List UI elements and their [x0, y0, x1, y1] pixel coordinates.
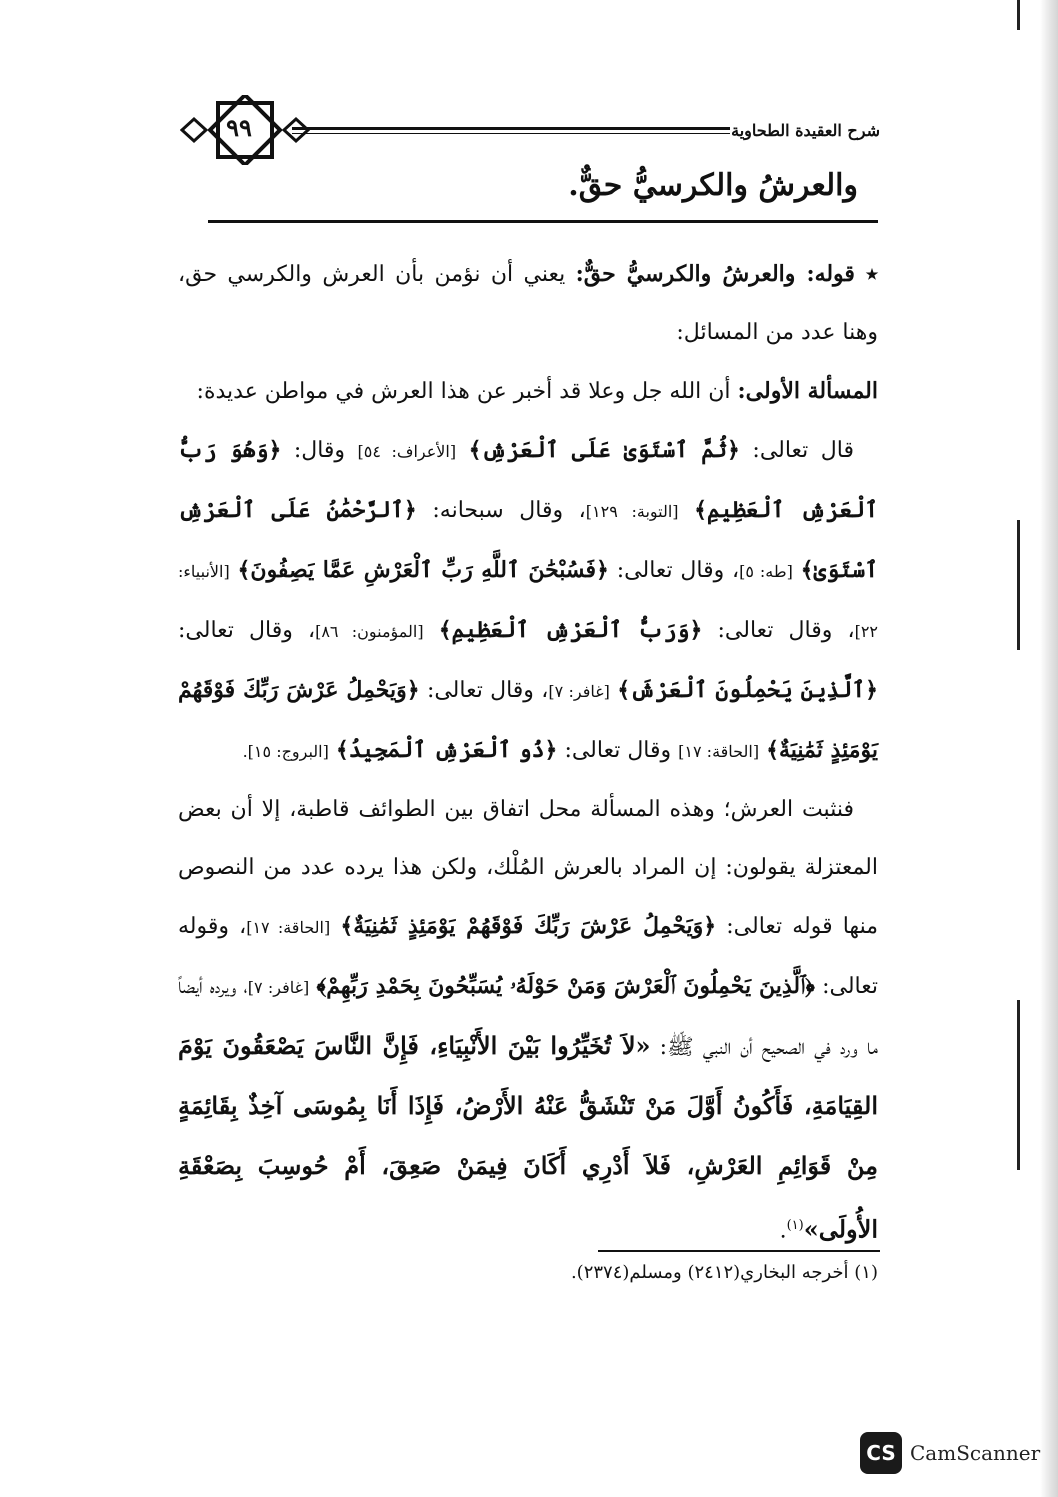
quran-verse: ﴿فَسُبْحَٰنَ ٱللَّهِ رَبِّ ٱلْعَرْشِ عَمَّا يَصِفُونَ﴾ — [237, 557, 609, 583]
title-rule — [208, 220, 878, 223]
verse-reference: [الأنبياء: ٢٢] — [178, 562, 879, 641]
paragraph-text: ، وقال سبحانه: — [432, 498, 586, 523]
paragraph-text: ، وقال تعالى: — [717, 618, 855, 643]
book-title: شرح العقيدة الطحاوية — [731, 121, 880, 140]
verse-reference: [غافر: ٧] — [247, 978, 310, 997]
verse-reference: [الأعراف: ٥٤] — [357, 442, 457, 461]
scan-line — [1017, 520, 1020, 650]
paragraph-text: ، ويرده أيضاً ما ورد في الصحيح أن النبي ﷺ: — [178, 974, 879, 1060]
section-title: والعرشُ والكرسيُّ حقٌّ. — [568, 168, 858, 203]
paragraph-text: ، وقوله تعالى: — [178, 914, 878, 999]
paragraph-4 — [178, 781, 878, 1260]
paragraph-text: يعني أن نؤمن بأن العرش والكرسي حق، وهنا عدد من المسائل: — [178, 262, 878, 345]
paragraph-text: ، وقال تعالى: — [178, 618, 316, 643]
verse-reference: [غافر: ٧] — [548, 682, 610, 701]
issue-label: المسألة الأولى: — [737, 378, 878, 404]
camscanner-watermark — [860, 1432, 1040, 1474]
quran-verse: ﴿ٱلرَّحْمَٰنُ عَلَى ٱلْعَرْشِ ٱسْتَوَىٰ﴾ — [178, 497, 878, 583]
page-header — [180, 95, 880, 165]
paragraph-text: أن الله جل وعلا قد أخبر عن هذا العرش في مواطن عديدة: — [196, 379, 731, 404]
paragraph-text: وقال: — [293, 438, 346, 463]
quran-verse: ﴿وَيَحْمِلُ عَرْشَ رَبِّكَ فَوْقَهُمْ يَوْمَئِذٍ ثَمَٰنِيَةٌ﴾ — [178, 677, 878, 763]
paragraph-1 — [178, 245, 878, 362]
scan-edge — [1040, 0, 1058, 1497]
footnote: (١) أخرجه البخاري(٢٤١٢) ومسلم(٢٣٧٤). — [570, 1262, 878, 1283]
paragraph-text: . — [779, 1218, 787, 1244]
footnote-rule — [598, 1250, 880, 1252]
paragraph-text: ، وقال تعالى: — [426, 678, 549, 703]
verse-reference: [البروج: ١٥]. — [242, 742, 329, 761]
body-text — [178, 245, 878, 1260]
quran-verse: ﴿وَهُوَ رَبُّ ٱلْعَرْشِ ٱلْعَظِيمِ﴾ — [178, 437, 878, 523]
verse-reference: [المؤمنون: ٨٦] — [315, 622, 424, 641]
quran-verse: ﴿ٱلَّذِينَ يَحْمِلُونَ ٱلْعَرْشَ وَمَنْ حَوْلَهُۥ يُسَبِّحُونَ بِحَمْدِ رَبِّهِمْ﴾ — [316, 973, 815, 999]
header-rule — [292, 127, 730, 134]
paragraph-3 — [178, 421, 878, 781]
verse-reference: [طه: ٥] — [739, 562, 793, 581]
verse-reference: [الحاقة: ١٧] — [678, 742, 760, 761]
scan-line — [1017, 1000, 1020, 1170]
hadith-quote: «لاَ تُخَيِّرُوا بَيْنَ الأَنْبِيَاءِ، فَإِنَّ النَّاسَ يَصْعَقُونَ يَوْمَ القِيَامَةِ، فَأَكُونُ أَوَّلَ مَنْ تَنْشَقُّ عَنْهُ الأَرْضُ، فَإِذَا أَنَا بِمُوسَى آخِذٌ بِقَائِمَةٍ مِنْ قَوَائِمِ العَرْشِ، فَلاَ أَدْرِي أَكَانَ فِيمَنْ صَعِقَ، أَمْ حُوسِبَ بِصَعْقَةِ الأُولَى» — [178, 1031, 878, 1244]
quran-verse: ﴿ٱلَّذِينَ يَحْمِلُونَ ٱلْعَرْشَ﴾ — [617, 677, 878, 703]
paragraph-2 — [178, 362, 878, 421]
verse-reference: [الحاقة: ١٧] — [246, 918, 331, 937]
paragraph-text: فنثبت العرش؛ وهذه المسألة محل اتفاق بين الطوائف قاطبة، إلا أن بعض المعتزلة يقولون: إن المراد بالعرش المُلْك، ولكن هذا يرده عدد من النصوص منها قوله تعالى: — [178, 797, 878, 939]
paragraph-text: ، وقال تعالى: — [616, 558, 740, 583]
camscanner-logo-icon: CS — [860, 1432, 902, 1474]
footnote-marker: (١) — [786, 1218, 804, 1233]
verse-reference: [التوبة: ١٢٩] — [585, 502, 679, 521]
scan-line — [1017, 0, 1020, 30]
paragraph-label: ٭ قوله: والعرشُ والكرسيُّ حقٌّ: — [575, 261, 878, 287]
quran-verse: ﴿ذُو ٱلْعَرْشِ ٱلْمَجِيدُ﴾ — [335, 737, 558, 763]
camscanner-label: CamScanner — [910, 1441, 1041, 1465]
paragraph-text: وقال تعالى: — [564, 738, 672, 763]
quran-verse: ﴿ثُمَّ ٱسْتَوَىٰ عَلَى ٱلْعَرْشِ﴾ — [468, 437, 740, 463]
quran-verse: ﴿وَيَحْمِلُ عَرْشَ رَبِّكَ فَوْقَهُمْ يَوْمَئِذٍ ثَمَٰنِيَةٌ﴾ — [340, 913, 717, 939]
paragraph-text: قال تعالى: — [752, 438, 854, 463]
quran-verse: ﴿وَرَبُّ ٱلْعَرْشِ ٱلْعَظِيمِ﴾ — [438, 617, 703, 643]
page-number: ٩٩ — [226, 113, 252, 142]
